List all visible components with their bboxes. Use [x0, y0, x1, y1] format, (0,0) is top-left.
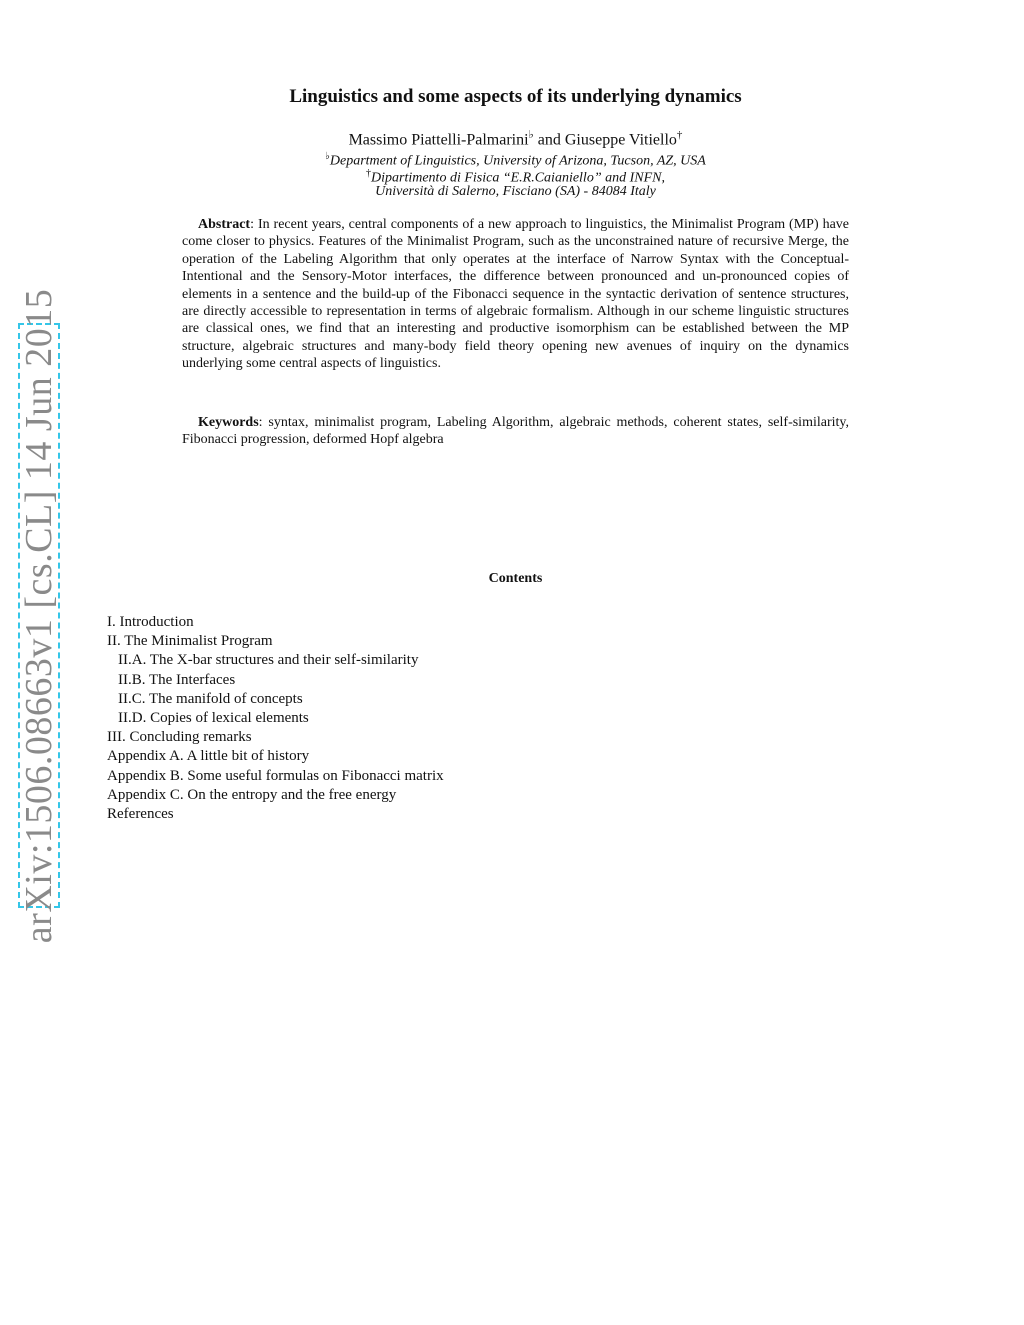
toc-subitem: II.C. The manifold of concepts	[118, 690, 303, 707]
affiliation-mark: ♭	[325, 151, 330, 162]
affiliation-text: Università di Salerno, Fisciano (SA) - 84084 Italy	[375, 184, 656, 199]
toc-item: Appendix B. Some useful formulas on Fibonacci matrix	[107, 767, 444, 784]
toc-item: I. Introduction	[107, 614, 194, 630]
table-of-contents	[107, 613, 707, 824]
author-separator: and	[533, 131, 565, 149]
affiliation-mark: ♭	[528, 129, 534, 141]
abstract	[182, 216, 849, 373]
keywords-text: : syntax, minimalist program, Labeling Algorithm, algebraic methods, coherent states, self-similarity, Fibonacci progression, deformed Hopf algebra	[182, 415, 849, 448]
author-name: Massimo Piattelli-Palmarini	[348, 131, 529, 149]
affiliation-mark: †	[676, 129, 683, 141]
affiliation-mark: †	[366, 168, 371, 179]
abstract-text: : In recent years, central components of a new approach to linguistics, the Minimalist Program (MP) have come closer to physics. Features of the Minimalist Program, such as the unconstrained nature of recursive Merge, the operation of the Labeling Algorithm that only operates at the interface of Narrow Syntax with the Conceptual-Intentional and the Sensory-Motor interfaces, the difference between pronounced and un-pronounced copies of elements in a sentence and the build-up of the Fibonacci sequence in the syntactic derivation of sentence structures, are directly accessible to representation in terms of algebraic formalism. Although in our scheme linguistic structures are classical ones, we find that an interesting and productive isomorphism can be established between the MP structure, algebraic structures and many-body field theory opening new avenues of inquiry on the dynamics underlying some central aspects of linguistics.	[182, 217, 849, 372]
arxiv-identifier: arXiv:1506.08663v1 [cs.CL] 14 Jun 2015	[18, 288, 60, 943]
toc-item: References	[107, 806, 174, 823]
author-line	[0, 128, 1024, 149]
toc-item: III. Concluding remarks	[107, 729, 252, 746]
affiliation-text: Department of Linguistics, University of Arizona, Tucson, AZ, USA	[329, 153, 706, 169]
contents-heading: Contents	[488, 571, 543, 586]
affiliation-text: Dipartimento di Fisica “E.R.Caianiello” and INFN,	[371, 170, 665, 186]
keywords	[182, 414, 849, 449]
abstract-label: Abstract	[198, 217, 251, 232]
toc-item: II. The Minimalist Program	[107, 633, 273, 650]
arxiv-stamp	[18, 288, 60, 943]
toc-subitem: II.A. The X-bar structures and their self-similarity	[118, 652, 419, 669]
toc-subitem: II.B. The Interfaces	[118, 671, 236, 688]
affiliation-line	[0, 183, 1024, 200]
toc-item: Appendix C. On the entropy and the free energy	[107, 786, 397, 803]
toc-item: Appendix A. A little bit of history	[107, 748, 310, 765]
paper-title: Linguistics and some aspects of its underlying dynamics	[289, 86, 742, 107]
toc-subitem: II.D. Copies of lexical elements	[118, 710, 309, 727]
author-name: Giuseppe Vitiello	[564, 131, 677, 149]
keywords-label: Keywords	[198, 415, 259, 430]
